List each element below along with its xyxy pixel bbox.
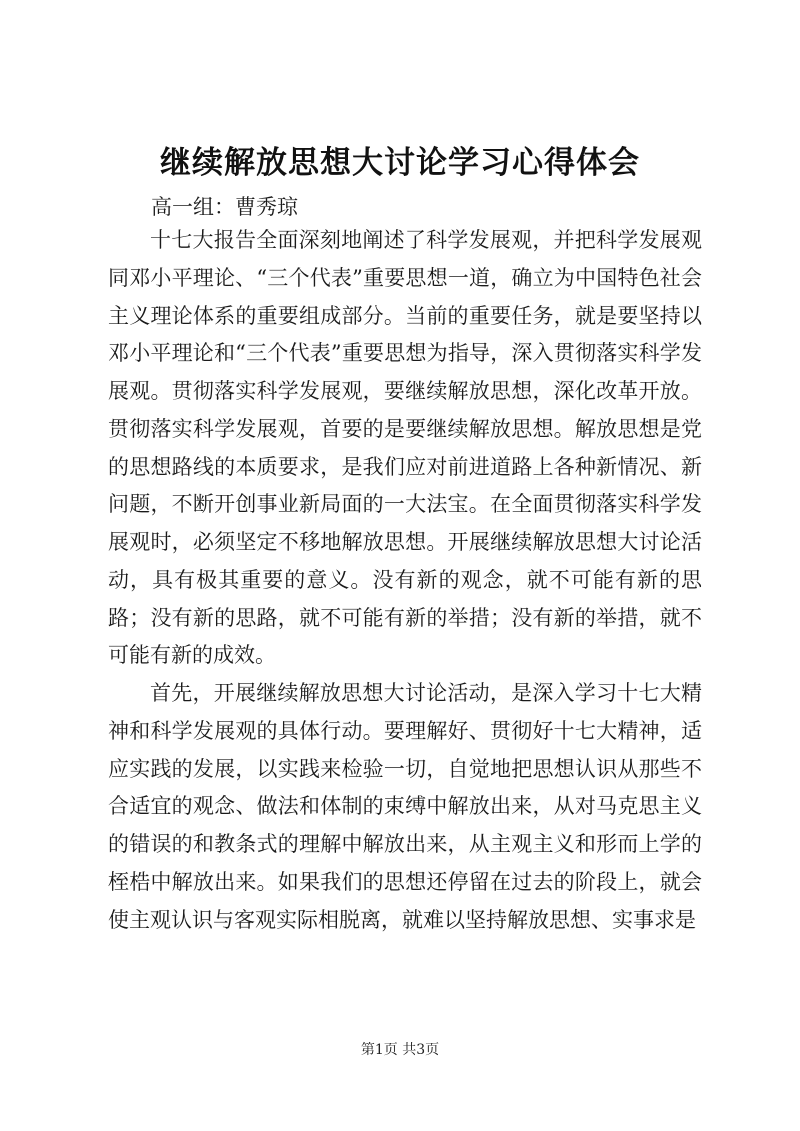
paragraph-1: 十七大报告全面深刻地阐述了科学发展观，并把科学发展观同邓小平理论、“三个代表”重要思想一道，确立为中国特色社会主义理论体系的重要组成部分。当前的重要任务，就是要坚持以邓小平理论和“三个代表”重要思想为指导，深入贯彻落实科学发展观。贯彻落实科学发展观，要继续解放思想，深化改革开放。贯彻落实科学发展观，首要的是要继续解放思想。解放思想是党的思想路线的本质要求，是我们应对前进道路上各种新情况、新问题，不断开创事业新局面的一大法宝。在全面贯彻落实科学发展观时，必须坚定不移地解放思想。开展继续解放思想大讨论活动，具有极其重要的意义。没有新的观念，就不可能有新的思路；没有新的思路，就不可能有新的举措；没有新的举措，就不可能有新的成效。 (108, 228, 702, 668)
paragraph-2: 首先，开展继续解放思想大讨论活动，是深入学习十七大精神和科学发展观的具体行动。要理解好、贯彻好十七大精神，适应实践的发展，以实践来检验一切，自觉地把思想认识从那些不合适宜的观念、做法和体制的束缚中解放出来，从对马克思主义的错误的和教条式的理解中解放出来，从主观主义和形而上学的桎梏中解放出来。如果我们的思想还停留在过去的阶段上，就会使主观认识与客观实际相脱离，就难以坚持解放思想、实事求是 (108, 681, 702, 932)
page-footer: 第1页 共3页 (360, 1042, 440, 1058)
document-body (108, 222, 702, 939)
document-title: 继续解放思想大讨论学习心得体会 (160, 145, 640, 181)
author-line: 高一组：曹秀琼 (151, 195, 298, 219)
